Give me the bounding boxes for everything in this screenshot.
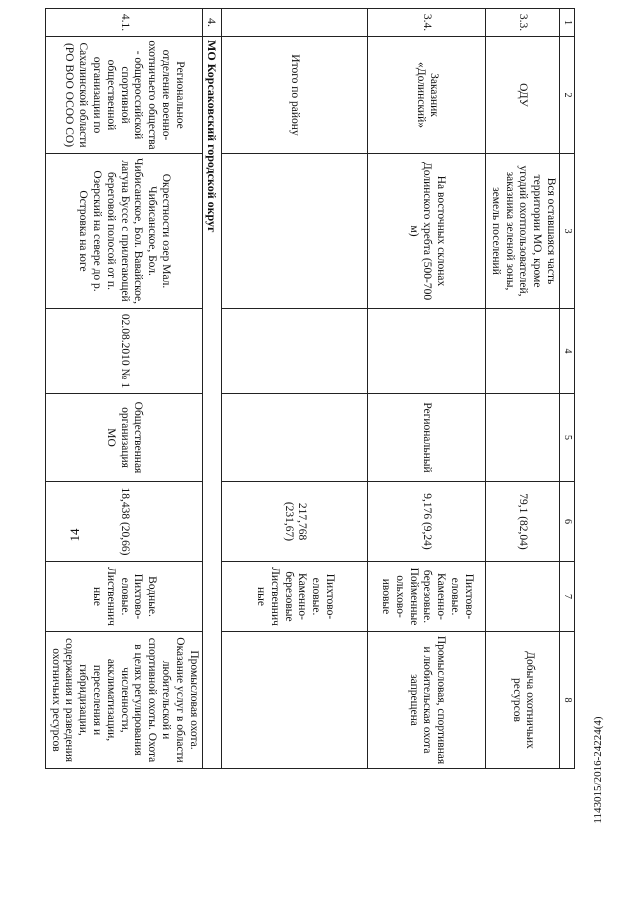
table-row (222, 9, 368, 769)
area-size: 217,768 (231,67) (222, 482, 368, 562)
column-number: 6 (560, 482, 575, 562)
status (486, 394, 560, 482)
agreement-date (368, 309, 486, 394)
forest-types: Пихтово-еловые. Каменно-березовые. Пойменные ольхово-ивовые (368, 562, 486, 632)
forest-types: Водные. Пихтово-еловые. Лиственничные (45, 562, 202, 632)
status: Региональный (368, 394, 486, 482)
area-name: Региональное отделение военно-охотничьего общества - общероссийской спортивной общественной организации по Сахалинской области (РО ВОО ОСОО СО) (45, 37, 202, 154)
location: Вся оставшаяся часть территории МО, кроме угодий охотпользователей, заказника зеленой зоны, земель поселений (486, 154, 560, 309)
column-number: 1 (560, 9, 575, 37)
area-size: 18,438 (20,66) (45, 482, 202, 562)
section-title: МО Корсаковский городской округ (202, 37, 221, 769)
section-number: 4. (202, 9, 221, 37)
row-number (222, 9, 368, 37)
column-number: 3 (560, 154, 575, 309)
area-name: Итого по району (222, 37, 368, 154)
hunting-grounds-table (45, 8, 575, 769)
row-number: 3.4. (368, 9, 486, 37)
row-number: 4.1. (45, 9, 202, 37)
location: Окрестности озер Мал. Чибисанское, Бол. Чибисанское, Бол. Вавайское, лагуна Буссе с прилегающей береговой полосой от п. Озерский на севере до р. Островка на юге (45, 154, 202, 309)
table-row (45, 9, 202, 769)
use-type: Добыча охотничьих ресурсов (486, 632, 560, 769)
use-type: Промысловая, спортивная и любительская охота запрещена (368, 632, 486, 769)
use-type (222, 632, 368, 769)
area-name: Заказник «Долинский» (368, 37, 486, 154)
agreement-date (222, 309, 368, 394)
page-number: 14 (67, 528, 82, 542)
column-number-row (560, 9, 575, 769)
location: На восточных склонах Долинского хребта (500-700 м) (368, 154, 486, 309)
area-size: 9,176 (9,24) (368, 482, 486, 562)
table-row (486, 9, 560, 769)
table-row (368, 9, 486, 769)
document-code: 1143015/2016-24224(4) (592, 716, 604, 824)
column-number: 2 (560, 37, 575, 154)
column-number: 4 (560, 309, 575, 394)
section-row (202, 9, 221, 769)
forest-types: Пихтово-еловые. Каменно-березовые Лиственничные (222, 562, 368, 632)
status (222, 394, 368, 482)
status: Общественная организация МО (45, 394, 202, 482)
column-number: 5 (560, 394, 575, 482)
area-size: 79,1 (82,04) (486, 482, 560, 562)
use-type: Промысловая охота. Оказание услуг в области любительской и спортивной охоты. Охота в целях регулирования численности, акклиматизации, переселения и гибридизации, содержания и разведения охотничьих ресурсов (45, 632, 202, 769)
forest-types (486, 562, 560, 632)
location (222, 154, 368, 309)
area-name: ОДУ (486, 37, 560, 154)
column-number: 8 (560, 632, 575, 769)
row-number: 3.3. (486, 9, 560, 37)
agreement-date: 02.08.2010 № 1 (45, 309, 202, 394)
agreement-date (486, 309, 560, 394)
column-number: 7 (560, 562, 575, 632)
